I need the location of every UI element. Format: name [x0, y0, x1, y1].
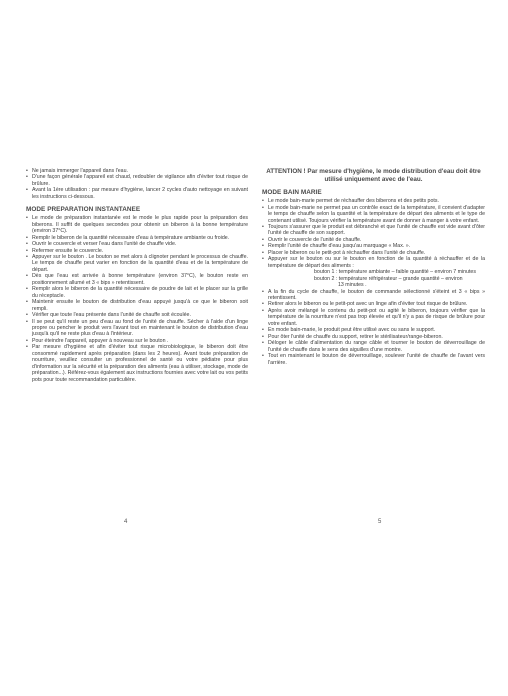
list-item: • Déloger le câble d'alimentation du range câble et tourner le bouton de déverrouillage de l'unité de chauffe dans le sens des aiguilles d'une montre.: [262, 340, 485, 353]
list-item: • Remplir l'unité de chauffe d'eau jusqu'au marquage « Max. ».: [262, 243, 485, 249]
list-item: • Le mode bain-marie ne permet pas un contrôle exact de la température, il convient d'adapter le temps de chauffe selon la quantité et la température de départ des aliments et le type de contenant utilisé. Toujours vérifier la température avant de donner à manger à votre enfant.: [262, 205, 485, 224]
list-item: • Appuyer sur le bouton . Le bouton se met alors à clignoter pendant le processus de chauffe. Le temps de chauffe peut varier en fonction de la quantité d'eau et de la température de départ.: [26, 254, 248, 273]
list-item: • Retirer alors le biberon ou le petit-pot avec un linge afin d'éviter tout risque de brûlure.: [262, 301, 485, 307]
list-item: • Remplir alors le biberon de la quantité nécessaire de poudre de lait et le placer sur la grille du réceptacle.: [26, 286, 248, 299]
list-item: • D'une façon générale l'appareil est chaud, redoubler de vigilance afin d'éviter tout risque de brûlure.: [26, 174, 248, 187]
left-main-list: [26, 215, 248, 383]
section-title: MODE PREPARATION INSTANTANEE: [26, 206, 141, 214]
list-item: • Avant la 1ère utilisation : par mesure d'hygiène, lancer 2 cycles d'auto nettoyage en suivant les instructions ci-dessous.: [26, 187, 248, 200]
list-item: • En mode bain-marie, le produit peut être utilisé avec ou sans le support.: [262, 327, 485, 333]
left-top-list: [26, 168, 248, 200]
list-item: • Il se peut qu'il reste un peu d'eau au fond de l'unité de chauffe. Sécher à l'aide d'un linge propre ou pencher le produit vers l'avant tout en maintenant le bouton de distribution d'eau jusqu'à qu'il ne reste plus d'eau à l'intérieur.: [26, 319, 248, 338]
list-item: • Ne jamais immerger l'appareil dans l'eau.: [26, 168, 248, 174]
list-item: • Ouvrir le couvercle et verser l'eau dans l'unité de chauffe vide.: [26, 241, 248, 247]
right-list-b: [262, 289, 485, 366]
list-item: • Refermer ensuite le couvercle.: [26, 248, 248, 254]
list-item: • Toujours s'assurer que le produit est débranché et que l'unité de chauffe est vide avant d'ôter l'unité de chauffe de son support.: [262, 224, 485, 237]
list-item: • Pour ôter l'unité de chauffe du support, retirer le stérilisateur/range-biberon.: [262, 334, 485, 340]
button-1-description: bouton 1 : température ambiante – faible quantité – environ 7 minutes: [314, 269, 476, 276]
list-item: • Ouvrir le couvercle de l'unité de chauffe.: [262, 237, 485, 243]
list-item: • Placer le biberon ou le petit-pot à réchauffer dans l'unité de chauffe.: [262, 250, 485, 256]
list-item: • Tout en maintenant le bouton de déverrouillage, soulever l'unité de chauffe de l'avant vers l'arrière.: [262, 353, 485, 366]
list-item: • Par mesure d'hygiène et afin d'éviter tout risque microbiologique, le biberon doit être consommé rapidement après préparation (dans les 2 heures). Avant toute préparation de nourriture, veuillez consulter un professionnel de santé ou votre pédiatre pour plus d'information sur la sécurité et la préparation des aliments (eau à utiliser, stockage, mode de préparation...). Référez-vous également aux instructions fournies avec votre lait ou vos petits pots pour toute recommandation particulière.: [26, 344, 248, 383]
list-item: • Après avoir mélangé le contenu du petit-pot ou agité le biberon, toujours vérifier que la température de la nourriture n'est pas trop élevée et qu'il n'y a pas de risque de brûlure pour votre enfant.: [262, 308, 485, 327]
list-item: • Pour éteindre l'appareil, appuyer à nouveau sur le bouton .: [26, 338, 248, 344]
right-list-a: [262, 198, 485, 288]
list-item: • A la fin du cycle de chauffe, le bouton de commande sélectionné s'éteint et 3 « bips » retentissent.: [262, 289, 485, 302]
page-number-left: 4: [124, 519, 128, 525]
button-2-duration: 13 minutes .: [338, 282, 367, 289]
list-item: • Remplir le biberon de la quantité nécessaire d'eau à température ambiante ou froide.: [26, 235, 248, 241]
page-number-right: 5: [378, 519, 382, 525]
section-title: MODE BAIN MARIE: [262, 189, 322, 197]
left-page: [26, 168, 248, 383]
list-item-buttons: [262, 256, 485, 288]
list-item: • Le mode bain-marie permet de réchauffer des biberons et des petits pots.: [262, 198, 485, 204]
button-2-description: bouton 2 : température réfrigérateur – grande quantité – environ: [314, 275, 463, 282]
attention-notice: ATTENTION ! Par mesure d'hygiène, le mode distribution d'eau doit être utilisé uniquement avec de l'eau.: [266, 168, 481, 183]
button-choice-text: Appuyer sur le bouton ou sur le bouton en fonction de la quantité à réchauffer et de la température de départ des aliments :: [268, 256, 485, 269]
list-item: • Le mode de préparation instantanée est le mode le plus rapide pour la préparation des biberons. Il suffit de quelques secondes pour obtenir un biberon à la bonne température (environ 37°C).: [26, 215, 248, 234]
list-item: • Maintenir ensuite le bouton de distribution d'eau appuyé jusqu'à ce que le biberon soit rempli.: [26, 299, 248, 312]
right-page: [262, 168, 485, 366]
list-item: • Vérifier que toute l'eau présente dans l'unité de chauffe soit écoulée.: [26, 312, 248, 318]
list-item: • Dès que l'eau est arrivée à bonne température (environ 37°C), le bouton reste en positionnement allumé et 3 « bips » retentissent.: [26, 273, 248, 286]
